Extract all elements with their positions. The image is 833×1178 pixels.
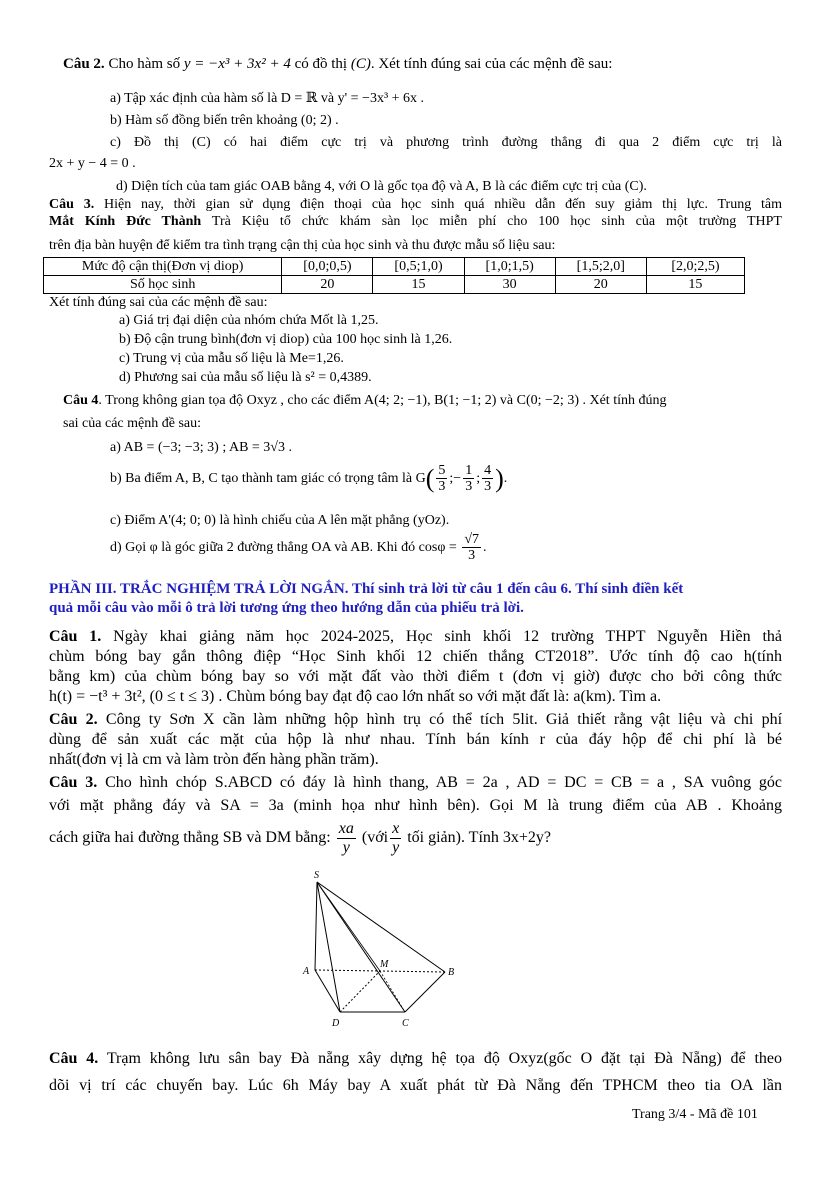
question-label: Câu 3. <box>49 197 95 212</box>
denominator: 3 <box>484 479 492 495</box>
statement-text: b) Ba điểm A, B, C tạo thành tam giác có trọng tâm là G <box>110 471 426 487</box>
graph-name: (C) <box>350 56 371 72</box>
statement-a: a) Giá trị đại diện của nhóm chứa Mốt là 1,25. <box>119 313 379 328</box>
vertex-label-c: C <box>402 1018 409 1029</box>
paren-open: ( <box>425 463 435 493</box>
question-text: Cho hàm số <box>108 56 181 72</box>
table-cell: [2,0;2,5) <box>646 258 744 276</box>
page-footer: Trang 3/4 - Mã đề 101 <box>632 1107 758 1122</box>
part3-heading-cont: quả mỗi câu vào mỗi ô trả lời tương ứng theo hướng dẫn của phiếu trả lời. <box>49 600 524 616</box>
numerator: 4 <box>484 463 492 478</box>
question-label: Câu 2. <box>63 56 105 72</box>
denominator: y <box>392 838 400 856</box>
p3-cau2-line2: dùng để sản xuất các mặt của hộp là như nhau. Tính bán kính r của đáy hộp để chi phí là bé <box>49 731 782 748</box>
data-table <box>43 257 745 294</box>
cau2-line <box>63 56 612 73</box>
statement-c: c) Đồ thị (C) có hai điểm cực trị và phương trình đường thẳng đi qua 2 điểm cực trị là <box>110 135 782 150</box>
vertex-label-a: A <box>303 966 310 977</box>
numerator: x <box>392 820 400 837</box>
statement-d: d) Gọi φ là góc giữa 2 đường thẳng OA và AB. Khi đó cosφ = $\frac{√7}{3}$ . <box>110 532 487 564</box>
numerator: 1 <box>465 463 473 478</box>
statement-d: d) Diện tích của tam giác OAB bằng 4, với O là gốc tọa độ và A, B là các điểm cực trị của (C). <box>116 179 647 194</box>
question-text: Ngày khai giảng năm học 2024-2025, Học sinh khối 12 trường THPT Nguyễn Hiền thả <box>113 628 783 645</box>
function-formula: y = −x³ + 3x² + 4 <box>183 56 291 72</box>
paren-close: ) <box>495 463 504 493</box>
table-cell: 20 <box>282 276 373 294</box>
table-cell: [0,0;0,5) <box>282 258 373 276</box>
question-text: Trà Kiệu tổ chức khám sàn lọc miễn phí cho 100 học sinh của một trường THPT <box>211 214 782 229</box>
cau3-prompt: Xét tính đúng sai của các mệnh đề sau: <box>49 295 268 310</box>
question-text: Hiện nay, thời gian sử dụng điện thoại của học sinh quá nhiều dẫn đến suy giảm thị lực. Trung tâm <box>104 197 783 212</box>
vertex-label-d: D <box>332 1018 340 1029</box>
fraction <box>482 463 493 495</box>
vertex-label-s: S <box>314 870 319 881</box>
p3-cau1-line1 <box>49 628 782 646</box>
question-text: . Xét tính đúng sai của các mệnh đề sau: <box>370 56 613 72</box>
p3-cau2-line3: nhất(đơn vị là cm và làm tròn đến hàng phần trăm). <box>49 751 379 768</box>
question-text: tối giản). Tính 3x+2y? <box>407 828 552 846</box>
p3-cau1-line4: h(t) = −t³ + 3t², (0 ≤ t ≤ 3) . Chùm bóng bay đạt độ cao lớn nhất so với mặt đất là: a(km). Tìm a. <box>49 688 662 705</box>
table-row <box>44 258 745 276</box>
denominator: 3 <box>468 548 476 564</box>
part3-heading: PHẦN III. TRẮC NGHIỆM TRẢ LỜI NGẮN. Thí sinh trả lời từ câu 1 đến câu 6. Thí sinh điền kết <box>49 581 684 597</box>
denominator: y <box>342 838 350 856</box>
pyramid-figure <box>295 868 465 1034</box>
question-text: (với <box>361 828 389 846</box>
cau4-line2: sai của các mệnh đề sau: <box>63 416 201 431</box>
statement-b: b) Hàm số đồng biến trên khoảng (0; 2) . <box>110 113 339 128</box>
numerator: xa <box>338 820 354 837</box>
question-text: . Trong không gian tọa độ Oxyz , cho các điểm A(4; 2; −1), B(1; −1; 2) và C(0; −2; 3) . Xét tính đúng <box>98 393 667 408</box>
cau3-line3: trên địa bàn huyện để kiểm tra tình trạng cận thị của học sinh và thu được mẫu số liệu sau: <box>49 238 556 253</box>
table-cell: Mức độ cận thị(Đơn vị diop) <box>44 258 282 276</box>
vertex-label-b: B <box>448 967 455 978</box>
p3-cau3-line2: với mặt phẳng đáy và SA = 3a (minh họa như hình bên). Gọi M là trung điểm của AB . Khoảng <box>49 797 782 814</box>
p3-cau1-line2: chùm bóng bay gắn thông điệp “Học Sinh khối 12 chiến thắng CT2018”. Ước tính độ cao h(tính <box>49 648 782 665</box>
question-label: Câu 2. <box>49 711 98 728</box>
table-cell: 15 <box>373 276 464 294</box>
statement-d: d) Phương sai của mẫu số liệu là s² = 0,4389. <box>119 370 372 385</box>
question-text: Cho hình chóp S.ABCD có đáy là hình thang, AB = 2a , AD = DC = CB = a , SA vuông góc <box>105 774 783 791</box>
p3-cau4-line1 <box>49 1050 782 1068</box>
fraction <box>462 532 481 564</box>
p3-cau2-line1 <box>49 711 782 729</box>
statement-a: a) AB = (−3; −3; 3) ; AB = 3√3 . <box>110 440 292 455</box>
question-label: Câu 1. <box>49 628 102 645</box>
fraction <box>390 820 401 856</box>
question-text: Công ty Sơn X cần làm những hộp hình trụ có thể tích 5lit. Giả thiết rằng vật liệu và chi phí <box>105 711 783 728</box>
p3-cau3-line1 <box>49 774 782 792</box>
vertex-label-m: M <box>380 959 389 970</box>
fraction <box>463 463 474 495</box>
question-text: cách giữa hai đường thẳng SB và DM bằng: <box>49 828 331 846</box>
question-text: Trạm không lưu sân bay Đà nẵng xây dựng hệ tọa độ Oxyz(gốc O đặt tại Đà Nẵng) để theo <box>106 1050 783 1067</box>
question-label: Câu 3. <box>49 774 98 791</box>
statement-b: b) Độ cận trung bình(đơn vị diop) của 100 học sinh là 1,26. <box>119 332 453 347</box>
numerator: 5 <box>438 463 446 478</box>
cau3-line1 <box>49 197 782 213</box>
table-cell: 15 <box>646 276 744 294</box>
statement-a: a) Tập xác định của hàm số là D = ℝ và y' = −3x³ + 6x . <box>110 91 425 106</box>
table-cell: 20 <box>555 276 646 294</box>
fraction <box>337 820 356 856</box>
table-cell: Số học sinh <box>44 276 282 294</box>
statement-b: b) Ba điểm A, B, C tạo thành tam giác có trọng tâm là G( $\frac{5}{3}$ ;− $\frac{1}{3}$ ; $\frac{4}{3}$ ). <box>110 463 508 495</box>
cau4-line1 <box>63 393 666 409</box>
p3-cau4-line2: dõi vị trí các chuyến bay. Lúc 6h Máy bay A xuất phát từ Đà Nẵng đến TPHCM theo tia OA lần <box>49 1077 782 1094</box>
statement-c: c) Trung vị của mẫu số liệu là Me=1,26. <box>119 351 344 366</box>
fraction <box>436 463 447 495</box>
table-cell: [1,0;1,5) <box>464 258 555 276</box>
question-text: có đồ thị <box>294 56 348 72</box>
p3-cau3-line3 <box>49 820 551 856</box>
statement-c: c) Điểm A'(4; 0; 0) là hình chiếu của A lên mặt phẳng (yOz). <box>110 513 450 528</box>
table-cell: [0,5;1,0) <box>373 258 464 276</box>
statement-text: d) Gọi φ là góc giữa 2 đường thẳng OA và AB. Khi đó cosφ = <box>110 540 457 556</box>
table-cell: [1,5;2,0] <box>555 258 646 276</box>
denominator: 3 <box>438 479 446 495</box>
question-label: Câu 4 <box>63 393 99 408</box>
numerator: √7 <box>464 532 480 547</box>
table-cell: 30 <box>464 276 555 294</box>
cau3-line2 <box>49 214 782 230</box>
question-label: Câu 4. <box>49 1050 99 1067</box>
table-row <box>44 276 745 294</box>
p3-cau1-line3: bằng km) của chùm bóng bay so với mặt đất vào thời điểm t (đơn vị giờ) được cho bởi công thức <box>49 668 782 685</box>
statement-c-cont: 2x + y − 4 = 0 . <box>49 156 136 171</box>
denominator: 3 <box>465 479 473 495</box>
center-name: Mắt Kính Đức Thành <box>49 214 202 229</box>
